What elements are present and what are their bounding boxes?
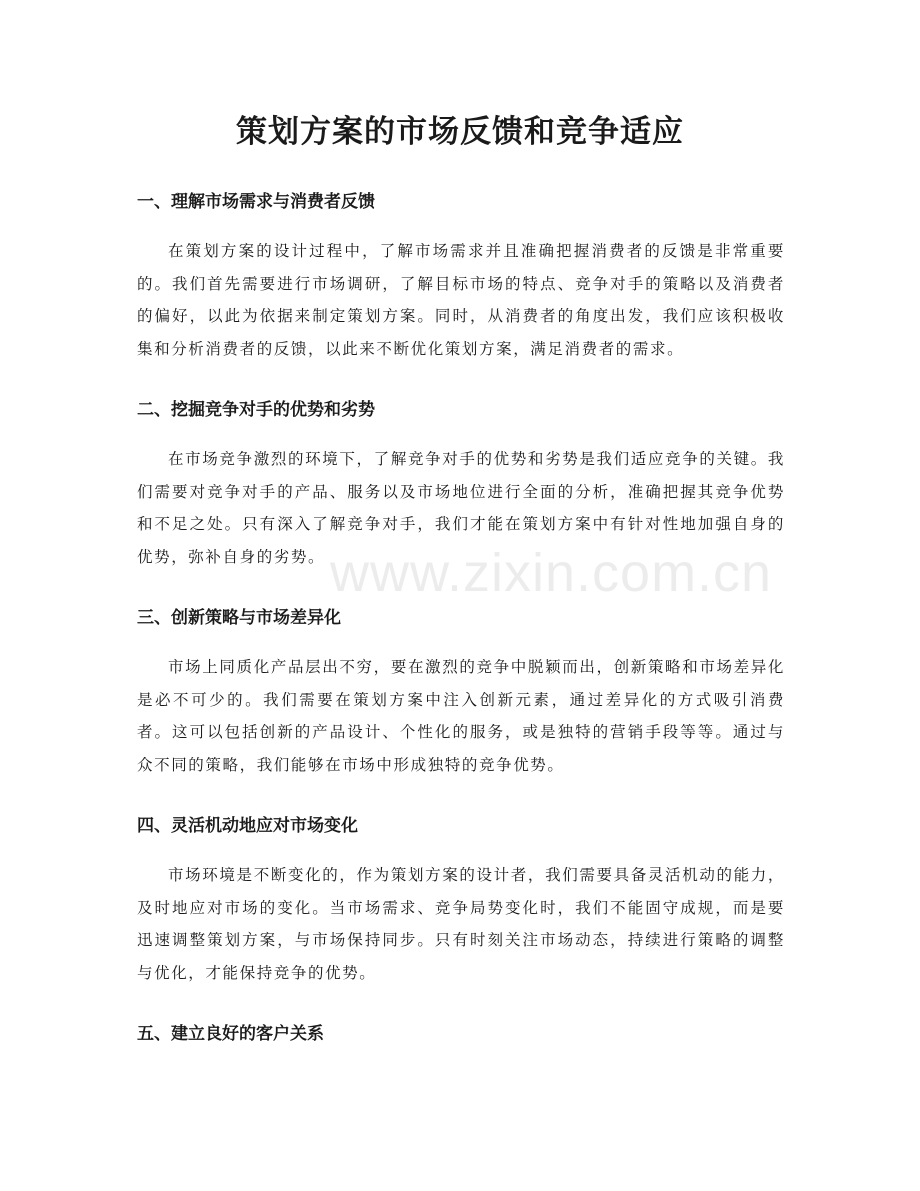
section-paragraph-2: 在市场竞争激烈的环境下，了解竞争对手的优势和劣势是我们适应竞争的关键。我们需要对竞争对手的产品、服务以及市场地位进行全面的分析，准确把握其竞争优势和不足之处。只有深入了解竞争对手，我们才能在策划方案中有针对性地加强自身的优势，弥补自身的劣势。	[137, 450, 785, 566]
section-heading-4: 四、灵活机动地应对市场变化	[137, 816, 358, 836]
section-paragraph-1: 在策划方案的设计过程中，了解市场需求并且准确把握消费者的反馈是非常重要的。我们首先需要进行市场调研，了解目标市场的特点、竞争对手的策略以及消费者的偏好，以此为依据来制定策划方案。同时，从消费者的角度出发，我们应该积极收集和分析消费者的反馈，以此来不断优化策划方案，满足消费者的需求。	[137, 242, 785, 358]
section-paragraph-3: 市场上同质化产品层出不穷，要在激烈的竞争中脱颖而出，创新策略和市场差异化是必不可少的。我们需要在策划方案中注入创新元素，通过差异化的方式吸引消费者。这可以包括创新的产品设计、个性化的服务，或是独特的营销手段等等。通过与众不同的策略，我们能够在市场中形成独特的竞争优势。	[137, 658, 785, 774]
watermark: www.zixin.com.cn	[330, 543, 773, 603]
section-heading-3: 三、创新策略与市场差异化	[137, 608, 341, 628]
section-heading-1: 一、理解市场需求与消费者反馈	[137, 192, 375, 212]
section-paragraph-4: 市场环境是不断变化的，作为策划方案的设计者，我们需要具备灵活机动的能力，及时地应对市场的变化。当市场需求、竞争局势变化时，我们不能固守成规，而是要迅速调整策划方案，与市场保持同步。只有时刻关注市场动态，持续进行策略的调整与优化，才能保持竞争的优势。	[137, 866, 785, 982]
page-title: 策划方案的市场反馈和竞争适应	[236, 114, 684, 150]
section-heading-2: 二、挖掘竞争对手的优势和劣势	[137, 400, 375, 420]
section-heading-5: 五、建立良好的客户关系	[137, 1024, 324, 1044]
